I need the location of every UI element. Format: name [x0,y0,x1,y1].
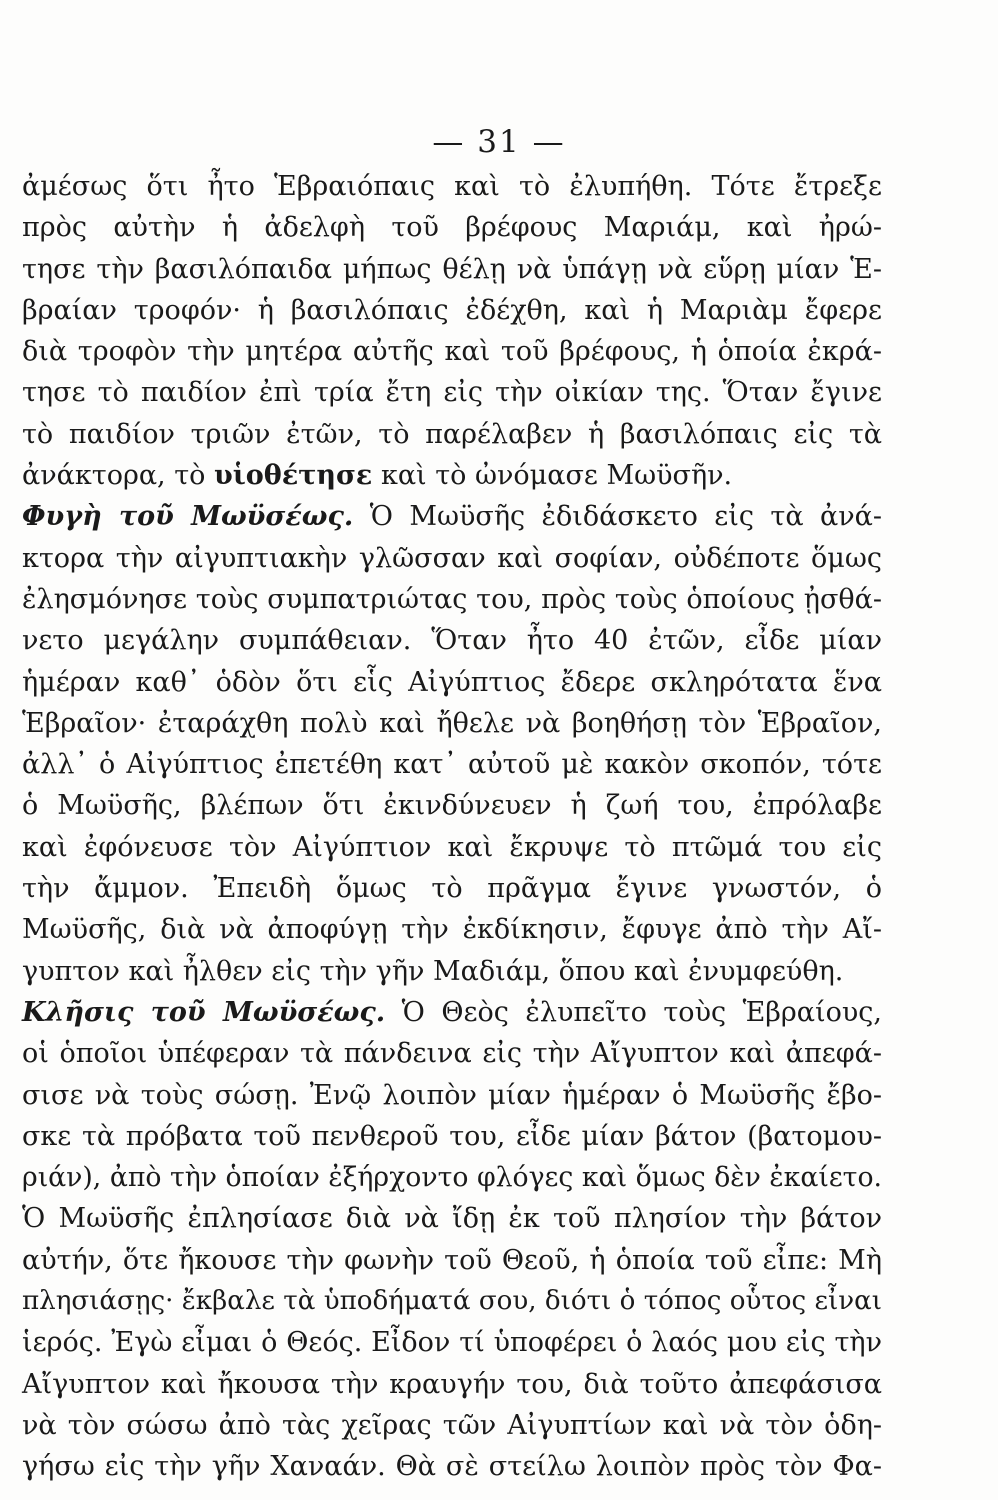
text-line: βραίαν τροφόν· ἡ βασιλόπαις ἐδέχθη, καὶ ἡ Μαριὰμ ἔφερε [22,294,882,326]
text-line: ἐλησμόνησε τοὺς συμπατριώτας του, πρὸς τοὺς ὁποίους ᾐσθά- [22,583,882,615]
text-line: ριάν), ἀπὸ τὴν ὁποίαν ἐξήρχοντο φλόγες καὶ ὅμως δὲν ἐκαίετο. [22,1162,882,1194]
text-line: αὐτήν, ὅτε ἤκουσε τὴν φωνὴν τοῦ Θεοῦ, ἡ ὁποία τοῦ εἶπε: Μὴ [22,1244,882,1276]
section-heading: Φυγὴ τοῦ Μωϋσέως. [22,501,354,533]
text-line: γυπτον καὶ ἦλθεν εἰς τὴν γῆν Μαδιάμ, ὅπου καὶ ἐνυμφεύθη. [22,955,844,987]
text-line: οἱ ὁποῖοι ὑπέφεραν τὰ πάνδεινα εἰς τὴν Αἴγυπτον καὶ ἀπεφά- [22,1038,882,1070]
text-line: τὸ παιδίον τριῶν ἐτῶν, τὸ παρέλαβεν ἡ βασιλόπαις εἰς τὰ [22,418,882,450]
text-line: Αἴγυπτον καὶ ἤκουσα τὴν κραυγήν του, διὰ τοῦτο ἀπεφάσισα [22,1368,882,1400]
text-line [22,455,882,496]
text-line: νὰ τὸν σώσω ἀπὸ τὰς χεῖρας τῶν Αἰγυπτίων καὶ νὰ τὸν ὁδη- [22,1409,882,1441]
line-text: Ὁ Θεὸς ἐλυπεῖτο τοὺς Ἑβραίους, [385,996,882,1028]
text-line: γήσω εἰς τὴν γῆν Χαναάν. Θὰ σὲ στείλω λοιπὸν πρὸς τὸν Φα- [22,1451,882,1483]
text-line: νετο μεγάλην συμπάθειαν. Ὅταν ἦτο 40 ἐτῶν, εἶδε μίαν [22,625,882,657]
page-number: — 31 — [432,124,566,160]
text-line: σκε τὰ πρόβατα τοῦ πενθεροῦ του, εἶδε μίαν βάτον (βατομου- [22,1120,882,1152]
line-text: ἀνάκτορα, τὸ [22,460,214,492]
line-text: καὶ τὸ ὠνόμασε Μωϋσῆν. [372,460,733,492]
emphasized-word: υἱοθέτησε [214,460,373,492]
text-line [22,496,882,537]
text-line: πλησιάσῃς· ἔκβαλε τὰ ὑποδήματά σου, διότι ὁ τόπος οὗτος εἶναι [22,1286,882,1317]
text-line: ἀλλ᾽ ὁ Αἰγύπτιος ἐπετέθη κατ᾽ αὐτοῦ μὲ κακὸν σκοπόν, τότε [22,749,882,781]
text-line: ἀμέσως ὅτι ἦτο Ἑβραιόπαις καὶ τὸ ἐλυπήθη. Τότε ἔτρεξε [22,171,882,202]
text-line: Ἑβραῖον· ἐταράχθη πολὺ καὶ ἤθελε νὰ βοηθήσῃ τὸν Ἑβραῖον, [22,707,882,739]
text-line: ὁ Μωϋσῆς, βλέπων ὅτι ἐκινδύνευεν ἡ ζωή του, ἐπρόλαβε [22,790,882,822]
text-line: Μωϋσῆς, διὰ νὰ ἀποφύγῃ τὴν ἐκδίκησιν, ἔφυγε ἀπὸ τὴν Αἴ- [22,914,882,946]
body-text [22,166,882,1488]
text-line: ἱερός. Ἐγὼ εἶμαι ὁ Θεός. Εἶδον τί ὑποφέρει ὁ λαός μου εἰς τὴν [22,1327,882,1359]
line-text: Ὁ Μωϋσῆς ἐδιδάσκετο εἰς τὰ ἀνά- [353,501,882,533]
text-line: τησε τὸ παιδίον ἐπὶ τρία ἔτη εἰς τὴν οἰκίαν της. Ὅταν ἔγινε [22,377,882,409]
text-line: κτορα τὴν αἰγυπτιακὴν γλῶσσαν καὶ σοφίαν, οὐδέποτε ὅμως [22,542,882,574]
text-line: πρὸς αὐτὴν ἡ ἀδελφὴ τοῦ βρέφους Μαριάμ, καὶ ἠρώ- [22,212,882,244]
text-line: ἡμέραν καθ᾽ ὁδὸν ὅτι εἷς Αἰγύπτιος ἔδερε σκληρότατα ἕνα [22,666,882,698]
text-line: Ὁ Μωϋσῆς ἐπλησίασε διὰ νὰ ἴδῃ ἐκ τοῦ πλησίον τὴν βάτον [22,1203,882,1235]
text-line: σισε νὰ τοὺς σώσῃ. Ἐνῷ λοιπὸν μίαν ἡμέραν ὁ Μωϋσῆς ἔβο- [22,1079,882,1111]
text-line: τὴν ἄμμον. Ἐπειδὴ ὅμως τὸ πρᾶγμα ἔγινε γνωστόν, ὁ [22,873,882,905]
text-line: διὰ τροφὸν τὴν μητέρα αὐτῆς καὶ τοῦ βρέφους, ἡ ὁποία ἐκρά- [22,336,882,368]
text-line: καὶ ἐφόνευσε τὸν Αἰγύπτιον καὶ ἔκρυψε τὸ πτῶμά του εἰς [22,831,882,863]
text-line: τησε τὴν βασιλόπαιδα μήπως θέλῃ νὰ ὑπάγῃ νὰ εὕρῃ μίαν Ἑ- [22,253,882,285]
section-heading: Κλῆσις τοῦ Μωϋσέως. [22,996,386,1028]
text-line [22,992,882,1033]
